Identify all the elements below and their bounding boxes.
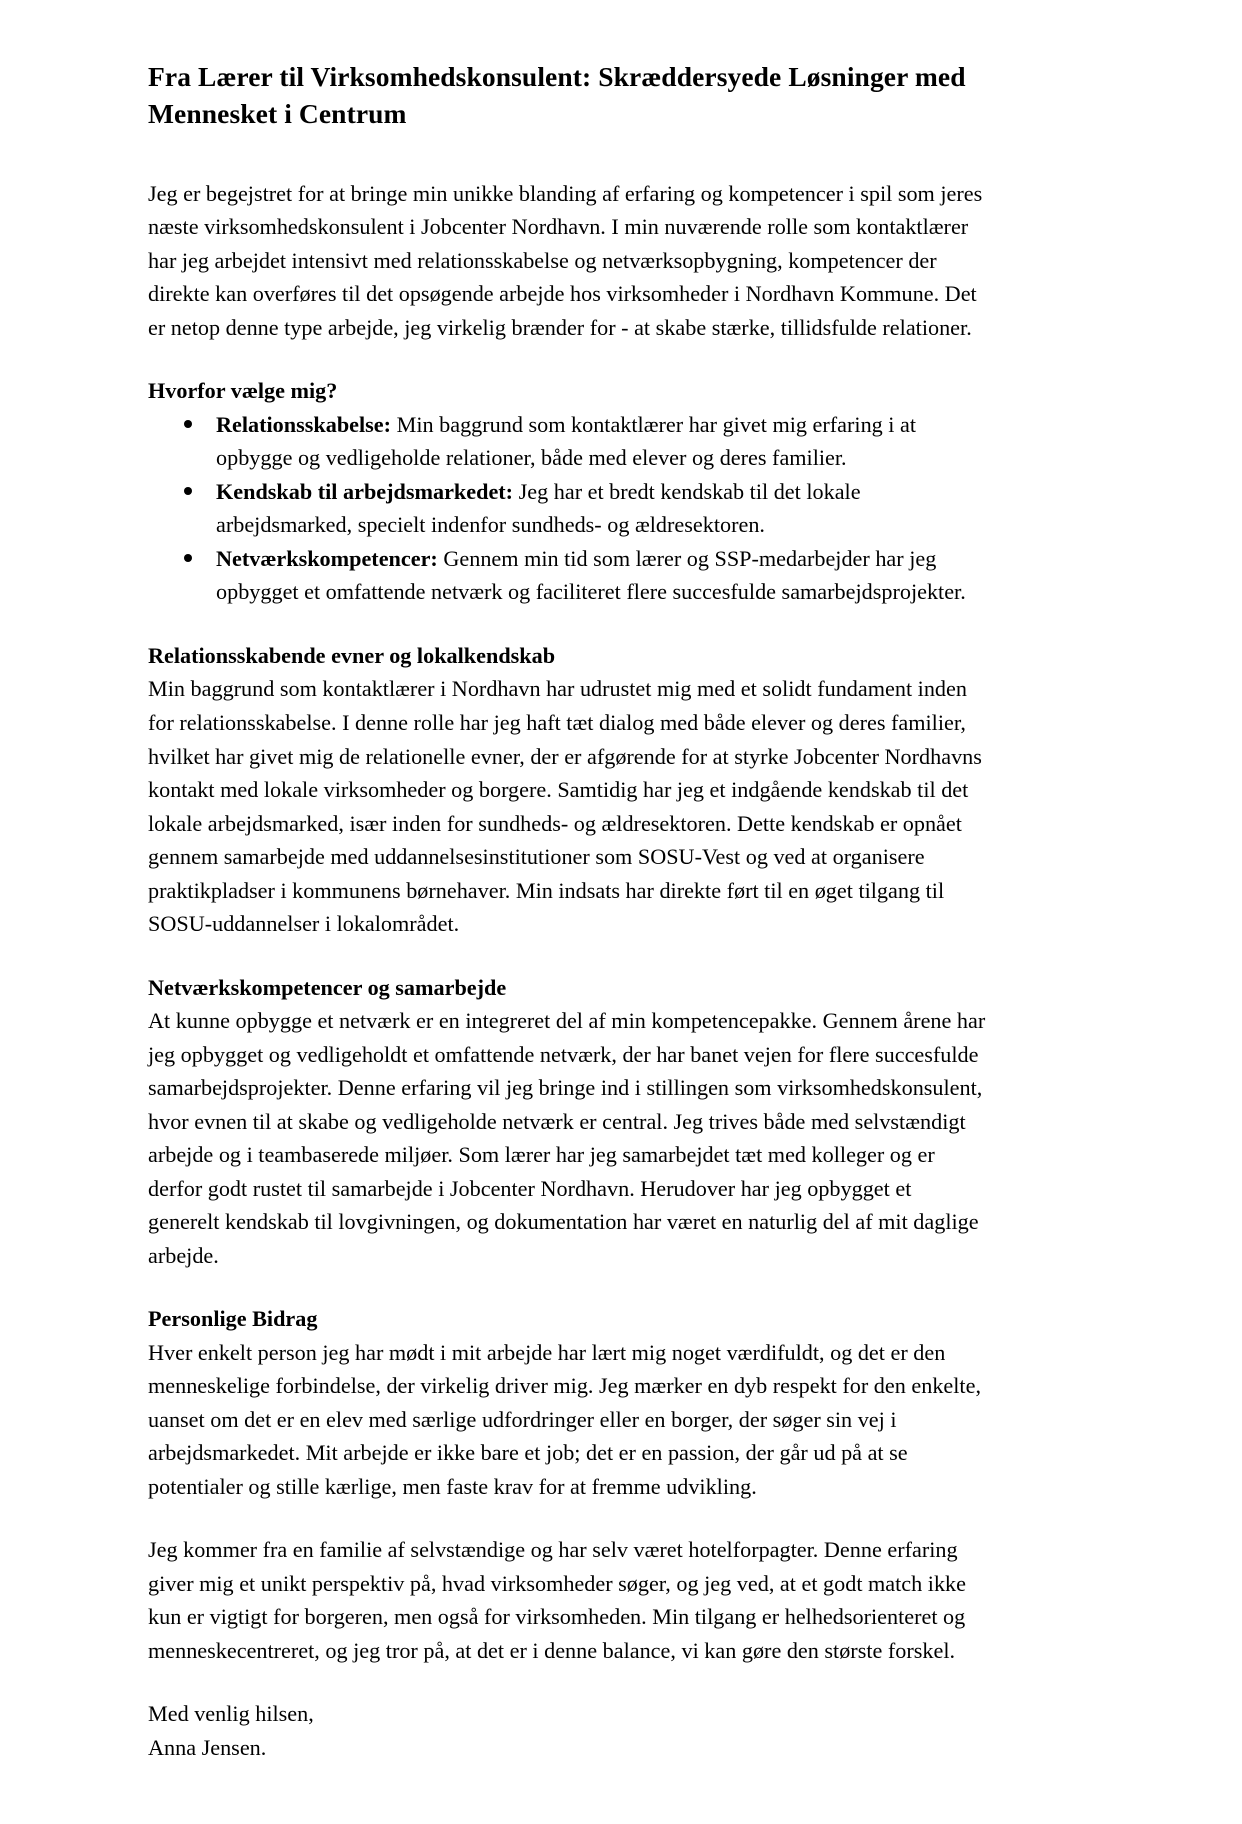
section-body-netvaerkskompetencer-samarbejde: At kunne opbygge et netværk er en integreret del af min kompetencepakke. Gennem årene har jeg opbygget og vedligeholdt et omfattende netværk, der har banet vejen for flere succesfulde samarbejdsprojekter. Denne erfaring vil jeg bringe ind i stillingen som virksomhedskonsulent, hvor evnen til at skabe og vedligeholde netværk er central. Jeg trives både med selvstændigt arbejde og i teambaserede miljøer. Som lærer har jeg samarbejdet tæt med kolleger og er derfor godt rustet til samarbejde i Jobcenter Nordhavn. Herudover har jeg opbygget et generelt kendskab til lovgivningen, og dokumentation har været en naturlig del af mit daglige arbejde. — [148, 1008, 986, 1268]
spacer — [148, 609, 988, 639]
section-body-relationsskabende-evner: Min baggrund som kontaktlærer i Nordhavn har udrustet mig med et solidt fundament inden for relationsskabelse. I denne rolle har jeg haft tæt dialog med både elever og deres familier, hvilket har givet mig de relationelle evner, der er afgørende for at styrke Jobcenter Nordhavns kontakt med lokale virksomheder og borgere. Samtidig har jeg et indgående kendskab til det lokale arbejdsmarked, især inden for sundheds- og ældresektoren. Dette kendskab er opnået gennem samarbejde med uddannelsesinstitutioner som SOSU-Vest og ved at organisere praktikpladser i kommunens børnehaver. Min indsats har direkte ført til en øget tilgang til SOSU-uddannelser i lokalområdet. — [148, 676, 982, 937]
signoff-name: Anna Jensen. — [148, 1734, 267, 1760]
list-item — [148, 542, 988, 609]
intro-paragraph: Jeg er begejstret for at bringe min unikke blanding af erfaring og kompetencer i spil som jeres næste virksomhedskonsulent i Jobcenter Nordhavn. I min nuværende rolle som kontaktlærer har jeg arbejdet intensivt med relationsskabelse og netværksopbygning, kompetencer der direkte kan overføres til det opsøgende arbejde hos virksomheder i Nordhavn Kommune. Det er netop denne type arbejde, jeg virkelig brænder for - at skabe stærke, tillidsfulde relationer. — [148, 180, 983, 340]
bullet-text: Gennem min tid som lærer og SSP-medarbejder har jeg opbygget et omfattende netværk og faciliteret flere succesfulde samarbejdsprojekter. — [216, 545, 966, 605]
bullet-dot-icon — [184, 554, 192, 562]
heading-relationsskabende-evner: Relationsskabende evner og lokalkendskab — [148, 642, 556, 668]
bullet-lead: Kendskab til arbejdsmarkedet: — [216, 478, 514, 504]
signoff-greeting: Med venlig hilsen, — [148, 1701, 314, 1727]
page-title: Fra Lærer til Virksomhedskonsulent: Skræddersyede Løsninger med Mennesket i Centrum — [148, 61, 966, 130]
spacer — [148, 344, 988, 374]
list-item — [148, 475, 988, 542]
closing-paragraph: Jeg kommer fra en familie af selvstændige og har selv været hotelforpagter. Denne erfaring giver mig et unikt perspektiv på, hvad virksomheder søger, og jeg ved, at et godt match ikke kun er vigtigt for borgeren, men også for virksomheden. Min tilgang er helhedsorienteret og menneskecentreret, og jeg tror på, at det er i denne balance, vi kan gøre den største forskel. — [148, 1537, 966, 1663]
spacer — [148, 1503, 988, 1533]
bullet-text: Min baggrund som kontaktlærer har givet mig erfaring i at opbygge og vedligeholde relationer, både med elever og deres familier. — [216, 411, 917, 471]
bullet-lead: Netværkskompetencer: — [216, 545, 438, 571]
section-body-personlige-bidrag: Hver enkelt person jeg har mødt i mit arbejde har lært mig noget værdifuldt, og det er den menneskelige forbindelse, der virkelig driver mig. Jeg mærker en dyb respekt for den enkelte, uanset om det er en elev med særlige udfordringer eller en borger, der søger sin vej i arbejdsmarkedet. Mit arbejde er ikke bare et job; det er en passion, der går ud på at se potentialer og stille kærlige, men faste krav for at fremme udvikling. — [148, 1339, 981, 1499]
heading-hvorfor-vaelge-mig: Hvorfor vælge mig? — [148, 378, 338, 404]
heading-personlige-bidrag: Personlige Bidrag — [148, 1306, 318, 1332]
spacer — [148, 1272, 988, 1302]
why-bullet-list — [148, 408, 988, 609]
spacer — [148, 133, 988, 177]
bullet-text: Jeg har et bredt kendskab til det lokale arbejdsmarked, specielt indenfor sundheds- og ældresektoren. — [216, 478, 861, 538]
bullet-lead: Relationsskabelse: — [216, 411, 392, 437]
spacer — [148, 1667, 988, 1697]
list-item — [148, 408, 988, 475]
bullet-dot-icon — [184, 420, 192, 428]
bullet-dot-icon — [184, 487, 192, 495]
document-body — [148, 58, 988, 1764]
heading-netvaerkskompetencer-samarbejde: Netværkskompetencer og samarbejde — [148, 974, 507, 1000]
spacer — [148, 941, 988, 971]
